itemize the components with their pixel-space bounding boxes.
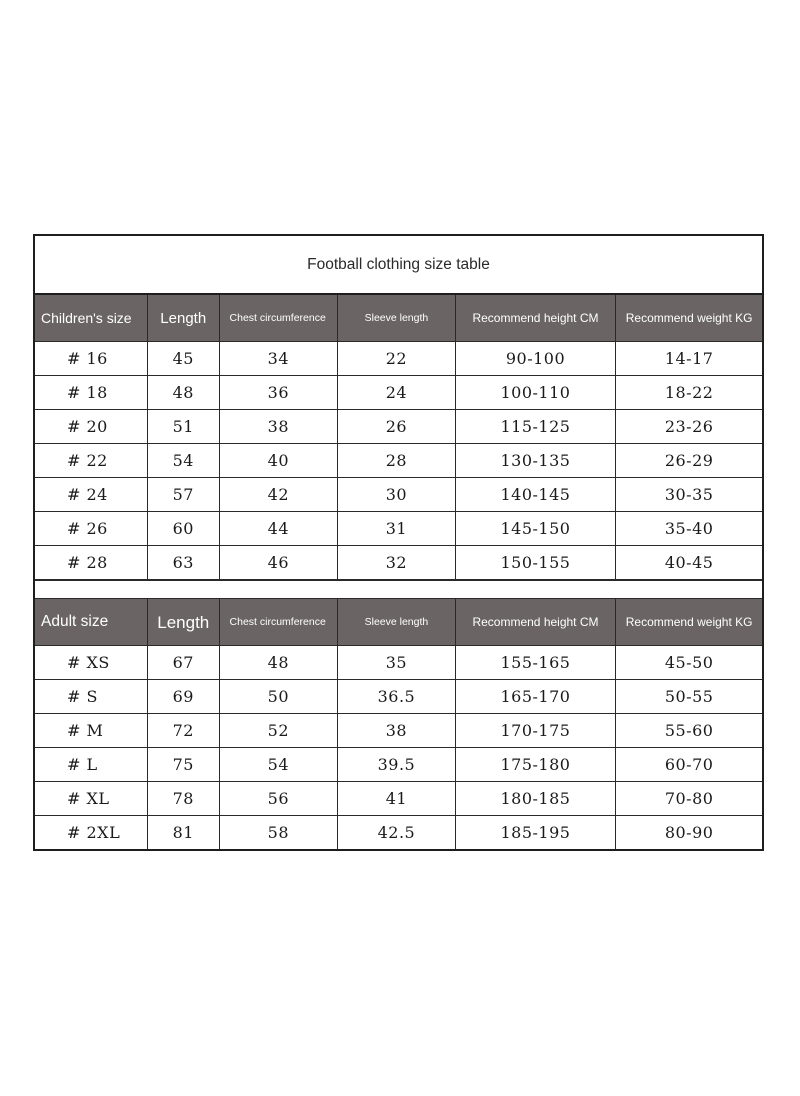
cell-size: # 20 bbox=[35, 410, 147, 444]
cell-weight: 26-29 bbox=[616, 444, 762, 478]
cell-chest: 44 bbox=[219, 512, 338, 546]
cell-size: # 28 bbox=[35, 546, 147, 580]
cell-length: 63 bbox=[147, 546, 219, 580]
table-row bbox=[35, 748, 762, 782]
cell-weight: 45-50 bbox=[616, 646, 762, 680]
table-row bbox=[35, 376, 762, 410]
cell-height: 165-170 bbox=[455, 680, 616, 714]
cell-length: 60 bbox=[147, 512, 219, 546]
cell-height: 115-125 bbox=[455, 410, 616, 444]
cell-weight: 50-55 bbox=[616, 680, 762, 714]
cell-chest: 52 bbox=[219, 714, 338, 748]
children-size-table bbox=[35, 295, 762, 580]
header-size: Adult size bbox=[35, 599, 147, 646]
cell-length: 81 bbox=[147, 816, 219, 850]
header-sleeve: Sleeve length bbox=[338, 295, 456, 342]
cell-chest: 46 bbox=[219, 546, 338, 580]
header-sleeve: Sleeve length bbox=[338, 599, 456, 646]
cell-length: 54 bbox=[147, 444, 219, 478]
cell-sleeve: 42.5 bbox=[338, 816, 456, 850]
cell-size: # XS bbox=[35, 646, 147, 680]
cell-height: 145-150 bbox=[455, 512, 616, 546]
table-row bbox=[35, 680, 762, 714]
cell-length: 67 bbox=[147, 646, 219, 680]
cell-height: 155-165 bbox=[455, 646, 616, 680]
cell-weight: 80-90 bbox=[616, 816, 762, 850]
section-divider bbox=[35, 580, 762, 599]
cell-chest: 36 bbox=[219, 376, 338, 410]
cell-length: 69 bbox=[147, 680, 219, 714]
table-row bbox=[35, 478, 762, 512]
table-row bbox=[35, 444, 762, 478]
table-row bbox=[35, 410, 762, 444]
header-height: Recommend height CM bbox=[455, 295, 616, 342]
cell-height: 185-195 bbox=[455, 816, 616, 850]
cell-sleeve: 38 bbox=[338, 714, 456, 748]
cell-length: 48 bbox=[147, 376, 219, 410]
cell-size: # 26 bbox=[35, 512, 147, 546]
cell-length: 75 bbox=[147, 748, 219, 782]
cell-weight: 55-60 bbox=[616, 714, 762, 748]
cell-sleeve: 41 bbox=[338, 782, 456, 816]
cell-length: 51 bbox=[147, 410, 219, 444]
cell-weight: 14-17 bbox=[616, 342, 762, 376]
cell-weight: 18-22 bbox=[616, 376, 762, 410]
cell-sleeve: 30 bbox=[338, 478, 456, 512]
children-header-row bbox=[35, 295, 762, 342]
table-row bbox=[35, 816, 762, 850]
table-row bbox=[35, 646, 762, 680]
cell-sleeve: 24 bbox=[338, 376, 456, 410]
cell-sleeve: 26 bbox=[338, 410, 456, 444]
cell-chest: 34 bbox=[219, 342, 338, 376]
cell-weight: 30-35 bbox=[616, 478, 762, 512]
cell-chest: 54 bbox=[219, 748, 338, 782]
cell-weight: 35-40 bbox=[616, 512, 762, 546]
cell-size: # S bbox=[35, 680, 147, 714]
header-weight: Recommend weight KG bbox=[616, 599, 762, 646]
header-chest: Chest circumference bbox=[219, 295, 338, 342]
cell-weight: 23-26 bbox=[616, 410, 762, 444]
cell-size: # 18 bbox=[35, 376, 147, 410]
cell-height: 180-185 bbox=[455, 782, 616, 816]
cell-size: # 16 bbox=[35, 342, 147, 376]
cell-length: 72 bbox=[147, 714, 219, 748]
cell-chest: 56 bbox=[219, 782, 338, 816]
cell-sleeve: 22 bbox=[338, 342, 456, 376]
header-chest: Chest circumference bbox=[219, 599, 338, 646]
cell-height: 150-155 bbox=[455, 546, 616, 580]
cell-length: 57 bbox=[147, 478, 219, 512]
cell-weight: 60-70 bbox=[616, 748, 762, 782]
cell-chest: 38 bbox=[219, 410, 338, 444]
cell-chest: 50 bbox=[219, 680, 338, 714]
cell-sleeve: 32 bbox=[338, 546, 456, 580]
header-length: Length bbox=[147, 599, 219, 646]
cell-chest: 48 bbox=[219, 646, 338, 680]
cell-length: 78 bbox=[147, 782, 219, 816]
adult-header-row bbox=[35, 599, 762, 646]
cell-sleeve: 31 bbox=[338, 512, 456, 546]
cell-sleeve: 39.5 bbox=[338, 748, 456, 782]
size-chart bbox=[33, 234, 764, 851]
cell-size: # M bbox=[35, 714, 147, 748]
cell-chest: 58 bbox=[219, 816, 338, 850]
cell-height: 90-100 bbox=[455, 342, 616, 376]
cell-size: # 24 bbox=[35, 478, 147, 512]
cell-sleeve: 35 bbox=[338, 646, 456, 680]
header-weight: Recommend weight KG bbox=[616, 295, 762, 342]
table-row bbox=[35, 782, 762, 816]
cell-size: # XL bbox=[35, 782, 147, 816]
cell-chest: 42 bbox=[219, 478, 338, 512]
cell-size: # 2XL bbox=[35, 816, 147, 850]
cell-size: # L bbox=[35, 748, 147, 782]
cell-sleeve: 36.5 bbox=[338, 680, 456, 714]
header-length: Length bbox=[147, 295, 219, 342]
table-row bbox=[35, 714, 762, 748]
header-size: Children's size bbox=[35, 295, 147, 342]
table-row bbox=[35, 546, 762, 580]
cell-chest: 40 bbox=[219, 444, 338, 478]
header-height: Recommend height CM bbox=[455, 599, 616, 646]
cell-height: 170-175 bbox=[455, 714, 616, 748]
cell-height: 175-180 bbox=[455, 748, 616, 782]
cell-height: 130-135 bbox=[455, 444, 616, 478]
adult-size-table bbox=[35, 599, 762, 849]
cell-height: 100-110 bbox=[455, 376, 616, 410]
table-row bbox=[35, 512, 762, 546]
chart-title: Football clothing size table bbox=[35, 236, 762, 295]
table-row bbox=[35, 342, 762, 376]
cell-height: 140-145 bbox=[455, 478, 616, 512]
cell-size: # 22 bbox=[35, 444, 147, 478]
cell-sleeve: 28 bbox=[338, 444, 456, 478]
cell-weight: 70-80 bbox=[616, 782, 762, 816]
cell-weight: 40-45 bbox=[616, 546, 762, 580]
cell-length: 45 bbox=[147, 342, 219, 376]
